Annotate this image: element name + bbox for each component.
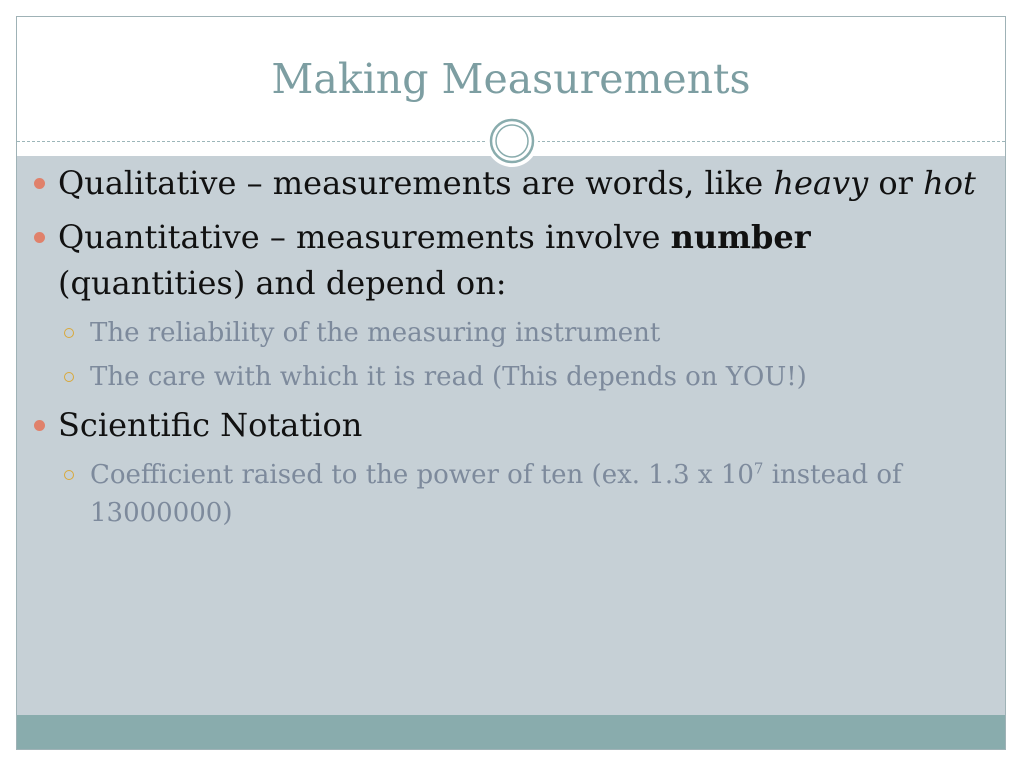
bullet-qualitative: [58, 160, 978, 206]
bullet-dot-icon: [34, 178, 45, 189]
bullet-italic-hot: hot: [923, 164, 976, 202]
sub-bullet-text: The care with which it is read (This depends on YOU!): [90, 362, 807, 392]
bullet-dot-icon: [34, 420, 45, 431]
bullet-text: Quantitative – measurements involve: [58, 218, 671, 256]
ring-bullet-icon: [64, 328, 74, 338]
ring-bullet-icon: [64, 372, 74, 382]
bullet-quantitative: [58, 214, 978, 306]
ring-bullet-icon: [64, 470, 74, 480]
bullet-italic-heavy: heavy: [773, 164, 869, 202]
bullet-text: Qualitative – measurements are words, like: [58, 164, 774, 202]
bullet-text: Scientific Notation: [58, 406, 363, 444]
sub-bullet-text: Coefficient raised to the power of ten (ex. 1.3 x 10: [90, 460, 754, 490]
sub-bullet-coefficient: [90, 456, 978, 532]
bullet-dot-icon: [34, 232, 45, 243]
exponent: 7: [753, 459, 764, 478]
sub-bullet-text: The reliability of the measuring instrument: [90, 318, 661, 348]
sub-bullet-text: instead of 13000000): [90, 460, 902, 528]
bullet-list: [58, 160, 978, 538]
footer-band: [17, 715, 1005, 749]
bullet-text: (quantities) and depend on:: [58, 264, 507, 302]
slide-title: Making Measurements: [271, 55, 751, 103]
sub-bullet-care: [90, 358, 978, 396]
bullet-scientific-notation: [58, 402, 978, 448]
sub-bullet-reliability: [90, 314, 978, 352]
bullet-text: or: [868, 164, 924, 202]
bullet-bold-number: number: [670, 218, 811, 256]
